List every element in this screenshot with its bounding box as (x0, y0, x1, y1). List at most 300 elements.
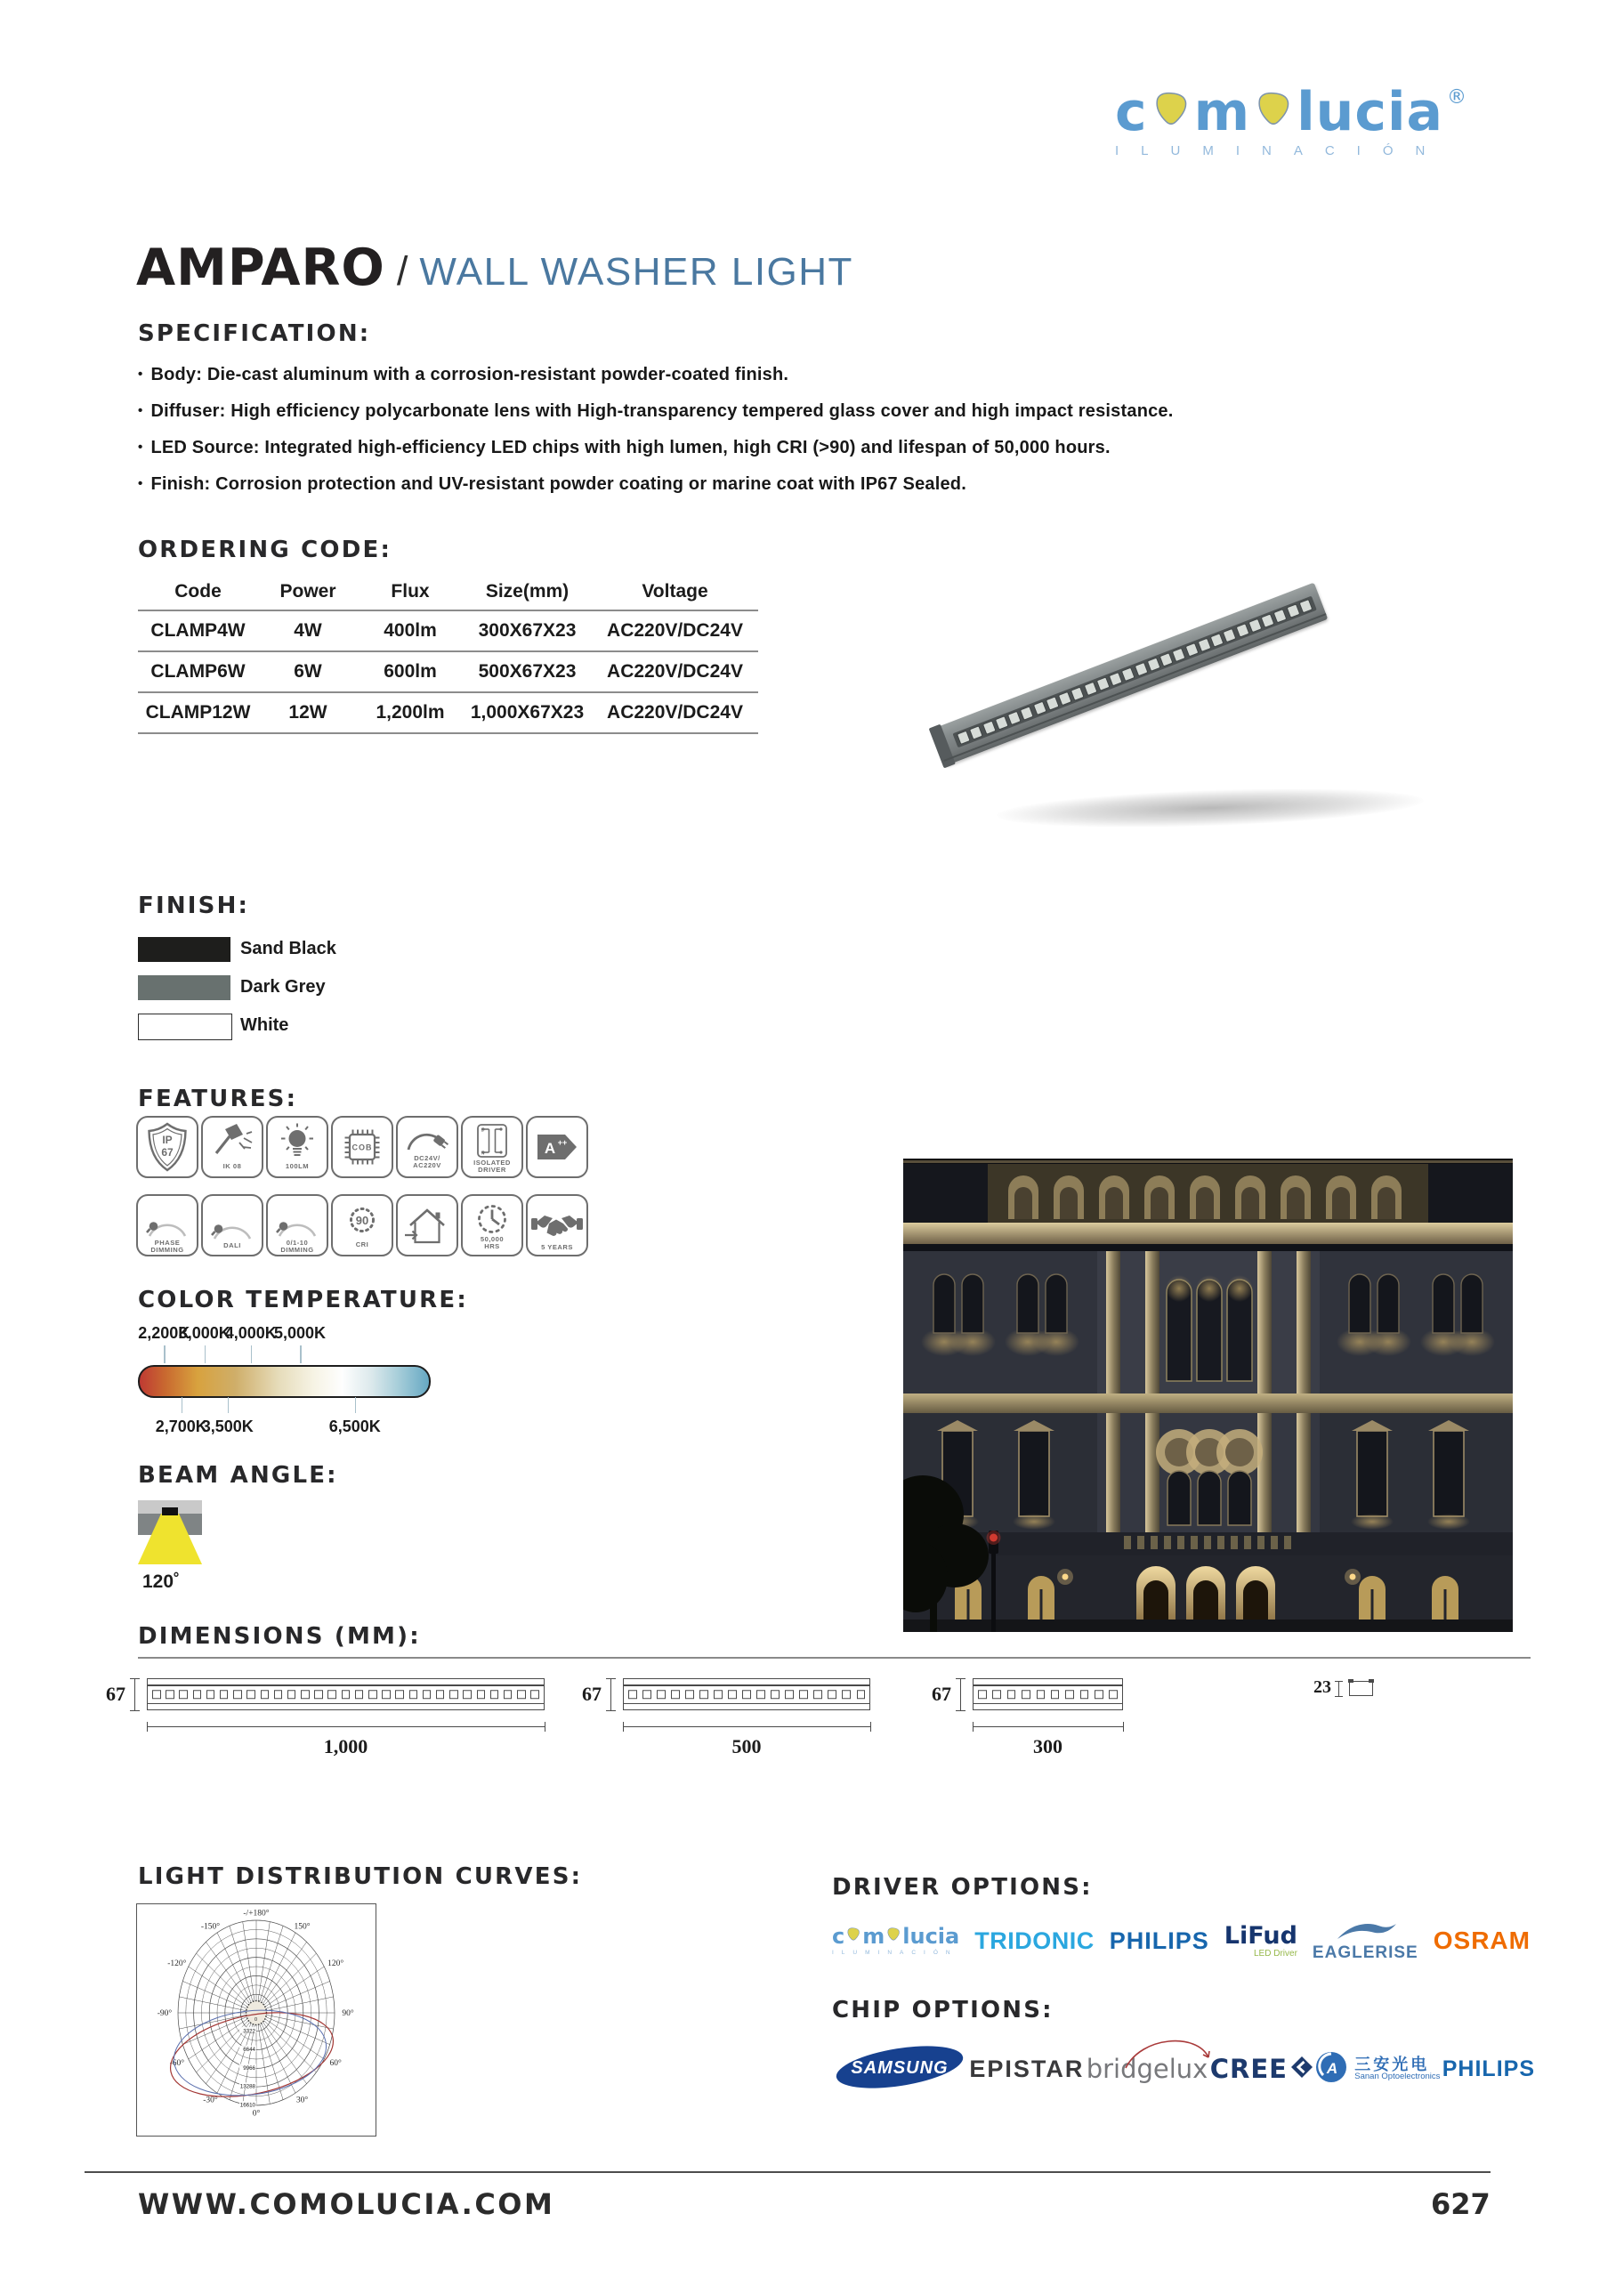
footer-page-number: 627 (1431, 2187, 1491, 2221)
ct-bottom-tick (355, 1397, 357, 1413)
bullet-text: Finish: Corrosion protection and UV-resistant powder coating or marine coat with IP67 Sealed. (150, 474, 966, 494)
lumen-bulb-icon (266, 1116, 328, 1178)
bar-led-cell (368, 1690, 377, 1699)
led-chip (1134, 662, 1148, 676)
table-cell: 500X67X23 (463, 651, 592, 692)
bullet-dot: • (138, 476, 143, 491)
length-dim-tick (973, 1722, 974, 1732)
brand-logo-eaglerise (1313, 1921, 1418, 1961)
bar-led-cell (1022, 1690, 1030, 1699)
bar-led-cell (449, 1690, 458, 1699)
svg-text:0/1-10: 0/1-10 (286, 1239, 309, 1247)
svg-text:-60°: -60° (169, 2059, 185, 2069)
dimensions-divider (138, 1657, 1531, 1659)
bar-led-cell (813, 1690, 822, 1699)
bar-led-cell (152, 1690, 161, 1699)
column-header: Flux (391, 581, 430, 602)
bar-top-line (624, 1684, 869, 1686)
driver-options-logos (832, 1911, 1531, 1970)
end-dim-tick (1335, 1696, 1343, 1697)
table-row (138, 692, 758, 733)
svg-text:CRI: CRI (355, 1240, 369, 1248)
energy-class-icon (526, 1116, 588, 1178)
comolucia-subtitle: ILUMINACIÓN (832, 1950, 958, 1956)
led-chip (1096, 676, 1111, 691)
ct-bottom-label: 2,700K (155, 1418, 207, 1435)
column-header: Power (279, 581, 336, 602)
svg-text:N: N (481, 1151, 485, 1157)
bar-led-cell (842, 1690, 851, 1699)
brand-logo-bridgelux (1087, 2054, 1208, 2084)
registered-mark: ® (1447, 86, 1467, 109)
dimensions-heading: DIMENSIONS (MM): (138, 1623, 421, 1650)
brand-logo-philips: PHILIPS (1109, 1927, 1209, 1954)
logo-pick-icon (885, 1926, 901, 1946)
spec-bullet (138, 365, 1174, 401)
svg-text:DRIVER: DRIVER (478, 1166, 506, 1174)
svg-text:0°: 0° (252, 2109, 261, 2119)
spec-bullet (138, 474, 1174, 511)
svg-text:DC24V/: DC24V/ (414, 1154, 440, 1162)
light-distribution-chart (136, 1903, 376, 2137)
dimension-bar-drawing (147, 1678, 545, 1710)
svg-text:-90°: -90° (157, 2009, 173, 2018)
bullet-dot: • (138, 367, 143, 382)
column-header: Size(mm) (485, 581, 570, 602)
led-chip (1286, 603, 1300, 618)
bar-led-cell (261, 1690, 270, 1699)
ct-top-label: 5,000K (273, 1324, 327, 1342)
bar-led-cell (179, 1690, 188, 1699)
product-shadow (996, 783, 1424, 834)
height-dim-line (610, 1678, 611, 1710)
led-chip (1109, 672, 1123, 686)
height-dim-tick (956, 1678, 966, 1679)
led-chip (1273, 609, 1288, 623)
brand-logo-lifud (1224, 1921, 1297, 1959)
led-chip (1184, 642, 1199, 657)
svg-text:0: 0 (254, 2017, 257, 2023)
svg-text:5 YEARS: 5 YEARS (541, 1243, 573, 1251)
driver-options-heading: DRIVER OPTIONS: (832, 1874, 1093, 1901)
bar-led-cell (517, 1690, 526, 1699)
spec-bullet (138, 401, 1174, 438)
bar-led-cell (409, 1690, 418, 1699)
svg-text:9966: 9966 (243, 2064, 255, 2072)
bar-led-cell (233, 1690, 242, 1699)
bar-led-cell (785, 1690, 794, 1699)
bar-led-cell (436, 1690, 445, 1699)
height-dim-tick (130, 1710, 140, 1711)
length-dim-tick (870, 1722, 871, 1732)
title-separator: / (396, 248, 408, 294)
led-chip (1032, 701, 1046, 715)
svg-text:IK 08: IK 08 (222, 1162, 242, 1170)
logo-pick-icon (845, 1926, 861, 1943)
end-dim-line (1338, 1681, 1339, 1696)
svg-text:-150°: -150° (200, 1922, 221, 1932)
sanan-circle-icon (1314, 2050, 1348, 2088)
led-chip (1146, 658, 1160, 672)
brand-wordmark (1115, 81, 1467, 143)
led-chip (1235, 623, 1249, 637)
bar-led-cell (301, 1690, 310, 1699)
ct-top-label: 4,000K (224, 1324, 277, 1342)
brand-logo (1115, 81, 1467, 158)
bar-led-row (978, 1690, 1118, 1699)
footer-url: WWW.COMOLUCIA.COM (138, 2187, 555, 2221)
logo-pick-icon (845, 1926, 861, 1946)
finish-heading: FINISH: (138, 893, 250, 919)
bullet-text: LED Source: Integrated high-efficiency LED chips with high lumen, high CRI (>90) and lifespan of 50,000 hours. (150, 438, 1111, 457)
bullet-dot: • (138, 440, 143, 455)
table-cell: 6W (258, 651, 358, 692)
table-cell: 300X67X23 (463, 610, 592, 651)
svg-text:L: L (481, 1127, 484, 1134)
voltage-plug-icon (396, 1116, 458, 1178)
bar-led-cell (477, 1690, 486, 1699)
length-dim-line (623, 1726, 870, 1727)
svg-text:IP: IP (162, 1134, 173, 1146)
table-cell: AC220V/DC24V (592, 651, 758, 692)
indoor-outdoor-house-icon (396, 1194, 458, 1256)
led-chip (982, 721, 996, 735)
bar-led-cell (246, 1690, 255, 1699)
finish-swatch (138, 937, 230, 962)
bar-led-cell (1065, 1690, 1074, 1699)
bar-led-cell (657, 1690, 666, 1699)
phase-dimming-icon (136, 1194, 198, 1256)
led-chip (1223, 628, 1237, 642)
bar-led-cell (382, 1690, 391, 1699)
color-temperature-heading: COLOR TEMPERATURE: (138, 1287, 468, 1313)
logo-pick-icon (1253, 87, 1294, 130)
product-category: WALL WASHER LIGHT (419, 250, 853, 294)
page-title (136, 238, 853, 297)
table-cell: CLAMP12W (138, 692, 258, 733)
wordmark-letter: lucia (1297, 81, 1444, 143)
finish-swatch-label: Dark Grey (240, 977, 326, 997)
brand-logo-cree (1210, 2054, 1313, 2084)
ct-bottom-label: 6,500K (328, 1418, 381, 1435)
isolated-driver-icon (461, 1116, 523, 1178)
bar-led-cell (504, 1690, 513, 1699)
bar-bottom-line (974, 1703, 1122, 1705)
bar-led-cell (1037, 1690, 1046, 1699)
led-bar (932, 583, 1328, 766)
sanan-text (1354, 2056, 1440, 2082)
wordmark-letter: m (862, 1924, 885, 1950)
ct-top-tick (164, 1345, 166, 1363)
spec-bullet (138, 438, 1174, 474)
end-profile-tab (1369, 1679, 1374, 1683)
footer-divider (85, 2171, 1491, 2173)
ct-top-label: 3,000K (178, 1324, 230, 1342)
table-cell: 1,200lm (358, 692, 463, 733)
svg-text:120°: 120° (327, 1959, 344, 1968)
led-chip (1083, 682, 1097, 696)
length-dim-tick (623, 1722, 624, 1732)
height-dim-line (960, 1678, 961, 1710)
svg-text:DIMMING: DIMMING (280, 1246, 314, 1254)
table-cell: AC220V/DC24V (592, 692, 758, 733)
bar-led-cell (1080, 1690, 1089, 1699)
cri90-icon (331, 1194, 393, 1256)
table-cell: 400lm (358, 610, 463, 651)
table-row (138, 610, 758, 651)
svg-text:A: A (544, 1140, 556, 1157)
height-dim-tick (606, 1710, 616, 1711)
table-cell: 4W (258, 610, 358, 651)
led-chip (1172, 648, 1186, 662)
svg-text:-120°: -120° (167, 1959, 187, 1968)
height-dim-label: 67 (582, 1683, 602, 1705)
bar-led-cell (423, 1690, 432, 1699)
wordmark-letter: m (1193, 81, 1251, 143)
bar-top-line (974, 1684, 1122, 1686)
chip-options-heading: CHIP OPTIONS: (832, 1997, 1054, 2024)
ct-top-label: 2,200K (138, 1324, 190, 1342)
bar-led-cell (463, 1690, 472, 1699)
lifud-name: LiFud (1224, 1921, 1297, 1950)
brand-logo-osram: OSRAM (1433, 1927, 1531, 1954)
svg-text:3322: 3322 (243, 2028, 255, 2035)
bar-led-cell (193, 1690, 202, 1699)
led-strip (952, 596, 1316, 748)
height-dim-label: 67 (932, 1683, 951, 1705)
bar-led-cell (166, 1690, 174, 1699)
bar-led-cell (992, 1690, 1001, 1699)
brand-logo-philips: PHILIPS (1442, 2056, 1535, 2081)
table-row (138, 651, 758, 692)
ct-bottom-tick (228, 1397, 230, 1413)
height-dim-tick (606, 1678, 616, 1679)
bar-led-row (152, 1690, 539, 1699)
bar-led-cell (1007, 1690, 1016, 1699)
ordering-code-heading: ORDERING CODE: (138, 537, 392, 563)
bullet-dot: • (138, 403, 143, 418)
cob-chip-icon (331, 1116, 393, 1178)
bar-led-cell (490, 1690, 499, 1699)
svg-text:-/+180°: -/+180° (243, 1909, 270, 1919)
beam-angle-heading: BEAM ANGLE: (138, 1462, 338, 1489)
brand-subtitle: ILUMINACIÓN (1115, 143, 1448, 158)
svg-text:COB: COB (351, 1143, 373, 1152)
height-dim-tick (130, 1678, 140, 1679)
features-heading: FEATURES: (138, 1086, 298, 1112)
bar-led-cell (671, 1690, 680, 1699)
bar-led-cell (857, 1690, 866, 1699)
length-dim-tick (1123, 1722, 1124, 1732)
warranty-handshake-icon (526, 1194, 588, 1256)
finish-swatch-label: White (240, 1015, 289, 1035)
end-dim-label: 23 (1313, 1677, 1331, 1697)
bar-led-cell (978, 1690, 987, 1699)
svg-text:90: 90 (355, 1214, 369, 1227)
wordmark-letter: lucia (902, 1924, 960, 1950)
building-photo (903, 1159, 1513, 1632)
led-chip (969, 725, 983, 739)
bar-led-cell (628, 1690, 637, 1699)
svg-text:PHASE: PHASE (154, 1239, 181, 1247)
cree-diamond-icon (1291, 2056, 1313, 2082)
svg-text:AC220V: AC220V (413, 1161, 441, 1169)
bridgelux-name: bridgelux (1086, 2054, 1208, 2084)
led-chip (1248, 618, 1262, 633)
led-chip (1071, 686, 1085, 700)
length-dim-line (973, 1726, 1123, 1727)
ordering-code-table-wrap (138, 574, 758, 734)
brand-logo-comolucia (832, 1926, 959, 1956)
ip67-shield-icon (136, 1116, 198, 1178)
svg-text:60°: 60° (329, 2059, 342, 2069)
svg-text:13288: 13288 (239, 2083, 255, 2090)
beam-angle-icon (138, 1500, 202, 1564)
ct-bottom-tick (182, 1397, 183, 1413)
column-header: Voltage (642, 581, 708, 602)
logo-pick-icon (1151, 87, 1192, 133)
brand-logo-samsung (832, 2043, 967, 2096)
0-1-10-dimming-icon (266, 1194, 328, 1256)
brand-logo-sanan (1314, 2050, 1440, 2088)
length-dim-line (147, 1726, 545, 1727)
bar-led-cell (1095, 1690, 1103, 1699)
bar-led-row (628, 1690, 865, 1699)
table-cell: AC220V/DC24V (592, 610, 758, 651)
table-cell: 12W (258, 692, 358, 733)
led-chip (1007, 711, 1022, 725)
bar-led-cell (1109, 1690, 1118, 1699)
table-header-row (138, 574, 758, 610)
bullet-text: Body: Die-cast aluminum with a corrosion-resistant powder-coated finish. (150, 365, 789, 384)
beam-angle-value: 120˚ (142, 1571, 181, 1592)
svg-text:ISOLATED: ISOLATED (473, 1159, 511, 1167)
bar-led-cell (287, 1690, 296, 1699)
svg-text:16610: 16610 (239, 2102, 255, 2109)
bar-led-cell (274, 1690, 283, 1699)
finish-swatch (138, 975, 230, 1000)
led-chip (1046, 696, 1060, 710)
end-dim-tick (1335, 1681, 1343, 1682)
svg-text:100LM: 100LM (285, 1162, 310, 1170)
product-photo (917, 552, 1522, 845)
svg-text:++: ++ (557, 1138, 568, 1147)
height-dim-label: 67 (106, 1683, 125, 1705)
bar-led-cell (799, 1690, 808, 1699)
svg-text:DIMMING: DIMMING (150, 1246, 184, 1254)
table-cell: 1,000X67X23 (463, 692, 592, 733)
finish-swatch-label: Sand Black (240, 939, 336, 958)
bar-led-cell (756, 1690, 765, 1699)
sanan-cjk-name: 三安光电 (1354, 2055, 1430, 2073)
bar-led-cell (327, 1690, 336, 1699)
eaglerise-bird-icon (1332, 1921, 1398, 1944)
bar-top-line (148, 1684, 544, 1686)
led-bar-bottom-line (943, 613, 1326, 762)
bar-led-cell (1051, 1690, 1060, 1699)
chip-options-logos (832, 2036, 1535, 2102)
bar-led-cell (742, 1690, 751, 1699)
led-chip (1261, 613, 1275, 627)
bar-led-cell (206, 1690, 215, 1699)
led-chip (957, 731, 971, 745)
dali-dimming-icon (201, 1194, 263, 1256)
lifud-sub: LED Driver (1254, 1948, 1297, 1959)
svg-text:6644: 6644 (243, 2047, 255, 2054)
svg-text:30°: 30° (295, 2096, 309, 2105)
specification-heading: SPECIFICATION: (138, 320, 371, 347)
brand-logo-epistar: EPISTAR (969, 2055, 1085, 2082)
bar-led-cell (314, 1690, 323, 1699)
end-profile-tab (1348, 1679, 1353, 1683)
svg-text:150°: 150° (294, 1922, 311, 1932)
table-header (138, 574, 758, 610)
ct-top-tick (251, 1345, 253, 1363)
height-dim-tick (956, 1710, 966, 1711)
bar-led-cell (699, 1690, 708, 1699)
bridgelux-arc-icon (1122, 2040, 1213, 2074)
wordmark-letter: c (832, 1924, 845, 1950)
brand-logo-tridonic: TRIDONIC (974, 1927, 1095, 1954)
svg-text:SAMSUNG: SAMSUNG (851, 2057, 949, 2078)
logo-pick-icon (1151, 87, 1192, 130)
svg-text:90°: 90° (342, 2009, 354, 2018)
length-dim-label: 500 (731, 1735, 762, 1757)
bar-led-cell (642, 1690, 651, 1699)
led-chip (1210, 633, 1224, 647)
bar-led-cell (771, 1690, 780, 1699)
ct-top-tick (205, 1345, 206, 1363)
table-cell: CLAMP6W (138, 651, 258, 692)
led-chip (1197, 638, 1211, 652)
bar-led-cell (685, 1690, 694, 1699)
svg-text:67: 67 (161, 1146, 174, 1159)
svg-text:-30°: -30° (203, 2096, 218, 2105)
bar-led-cell (728, 1690, 737, 1699)
logo-pick-icon (1253, 87, 1294, 133)
length-dim-label: 1,000 (323, 1735, 368, 1757)
eaglerise-name: EAGLERISE (1312, 1943, 1418, 1962)
bar-bottom-line (148, 1703, 544, 1705)
svg-text:DALI: DALI (223, 1241, 241, 1249)
bar-led-cell (530, 1690, 539, 1699)
bar-led-cell (714, 1690, 723, 1699)
specification-list (138, 365, 1174, 511)
table-cell: 600lm (358, 651, 463, 692)
length-dim-label: 300 (1033, 1735, 1062, 1757)
bar-led-cell (828, 1690, 836, 1699)
cree-name: CREE (1209, 2054, 1288, 2084)
sanan-sub: Sanan Optoelectronics (1354, 2072, 1441, 2082)
led-chip (1159, 652, 1174, 666)
svg-text:A: A (1327, 2059, 1338, 2077)
height-dim-line (134, 1678, 135, 1710)
bar-led-cell (355, 1690, 364, 1699)
ik08-impact-icon (201, 1116, 263, 1178)
svg-text:HRS: HRS (484, 1242, 500, 1250)
logo-pick-icon (885, 1926, 901, 1943)
bullet-text: Diffuser: High efficiency polycarbonate lens with High-transparency tempered glass cover and high impact resistance. (150, 401, 1174, 421)
bar-led-cell (342, 1690, 351, 1699)
ct-bottom-label: 3,500K (201, 1418, 254, 1435)
ordering-code-table (138, 574, 758, 734)
led-chip (1058, 691, 1072, 706)
ct-top-tick (300, 1345, 302, 1363)
bar-led-cell (220, 1690, 229, 1699)
color-temperature-bar (138, 1365, 431, 1398)
finish-swatch (138, 1014, 232, 1040)
column-header: Code (174, 581, 222, 602)
